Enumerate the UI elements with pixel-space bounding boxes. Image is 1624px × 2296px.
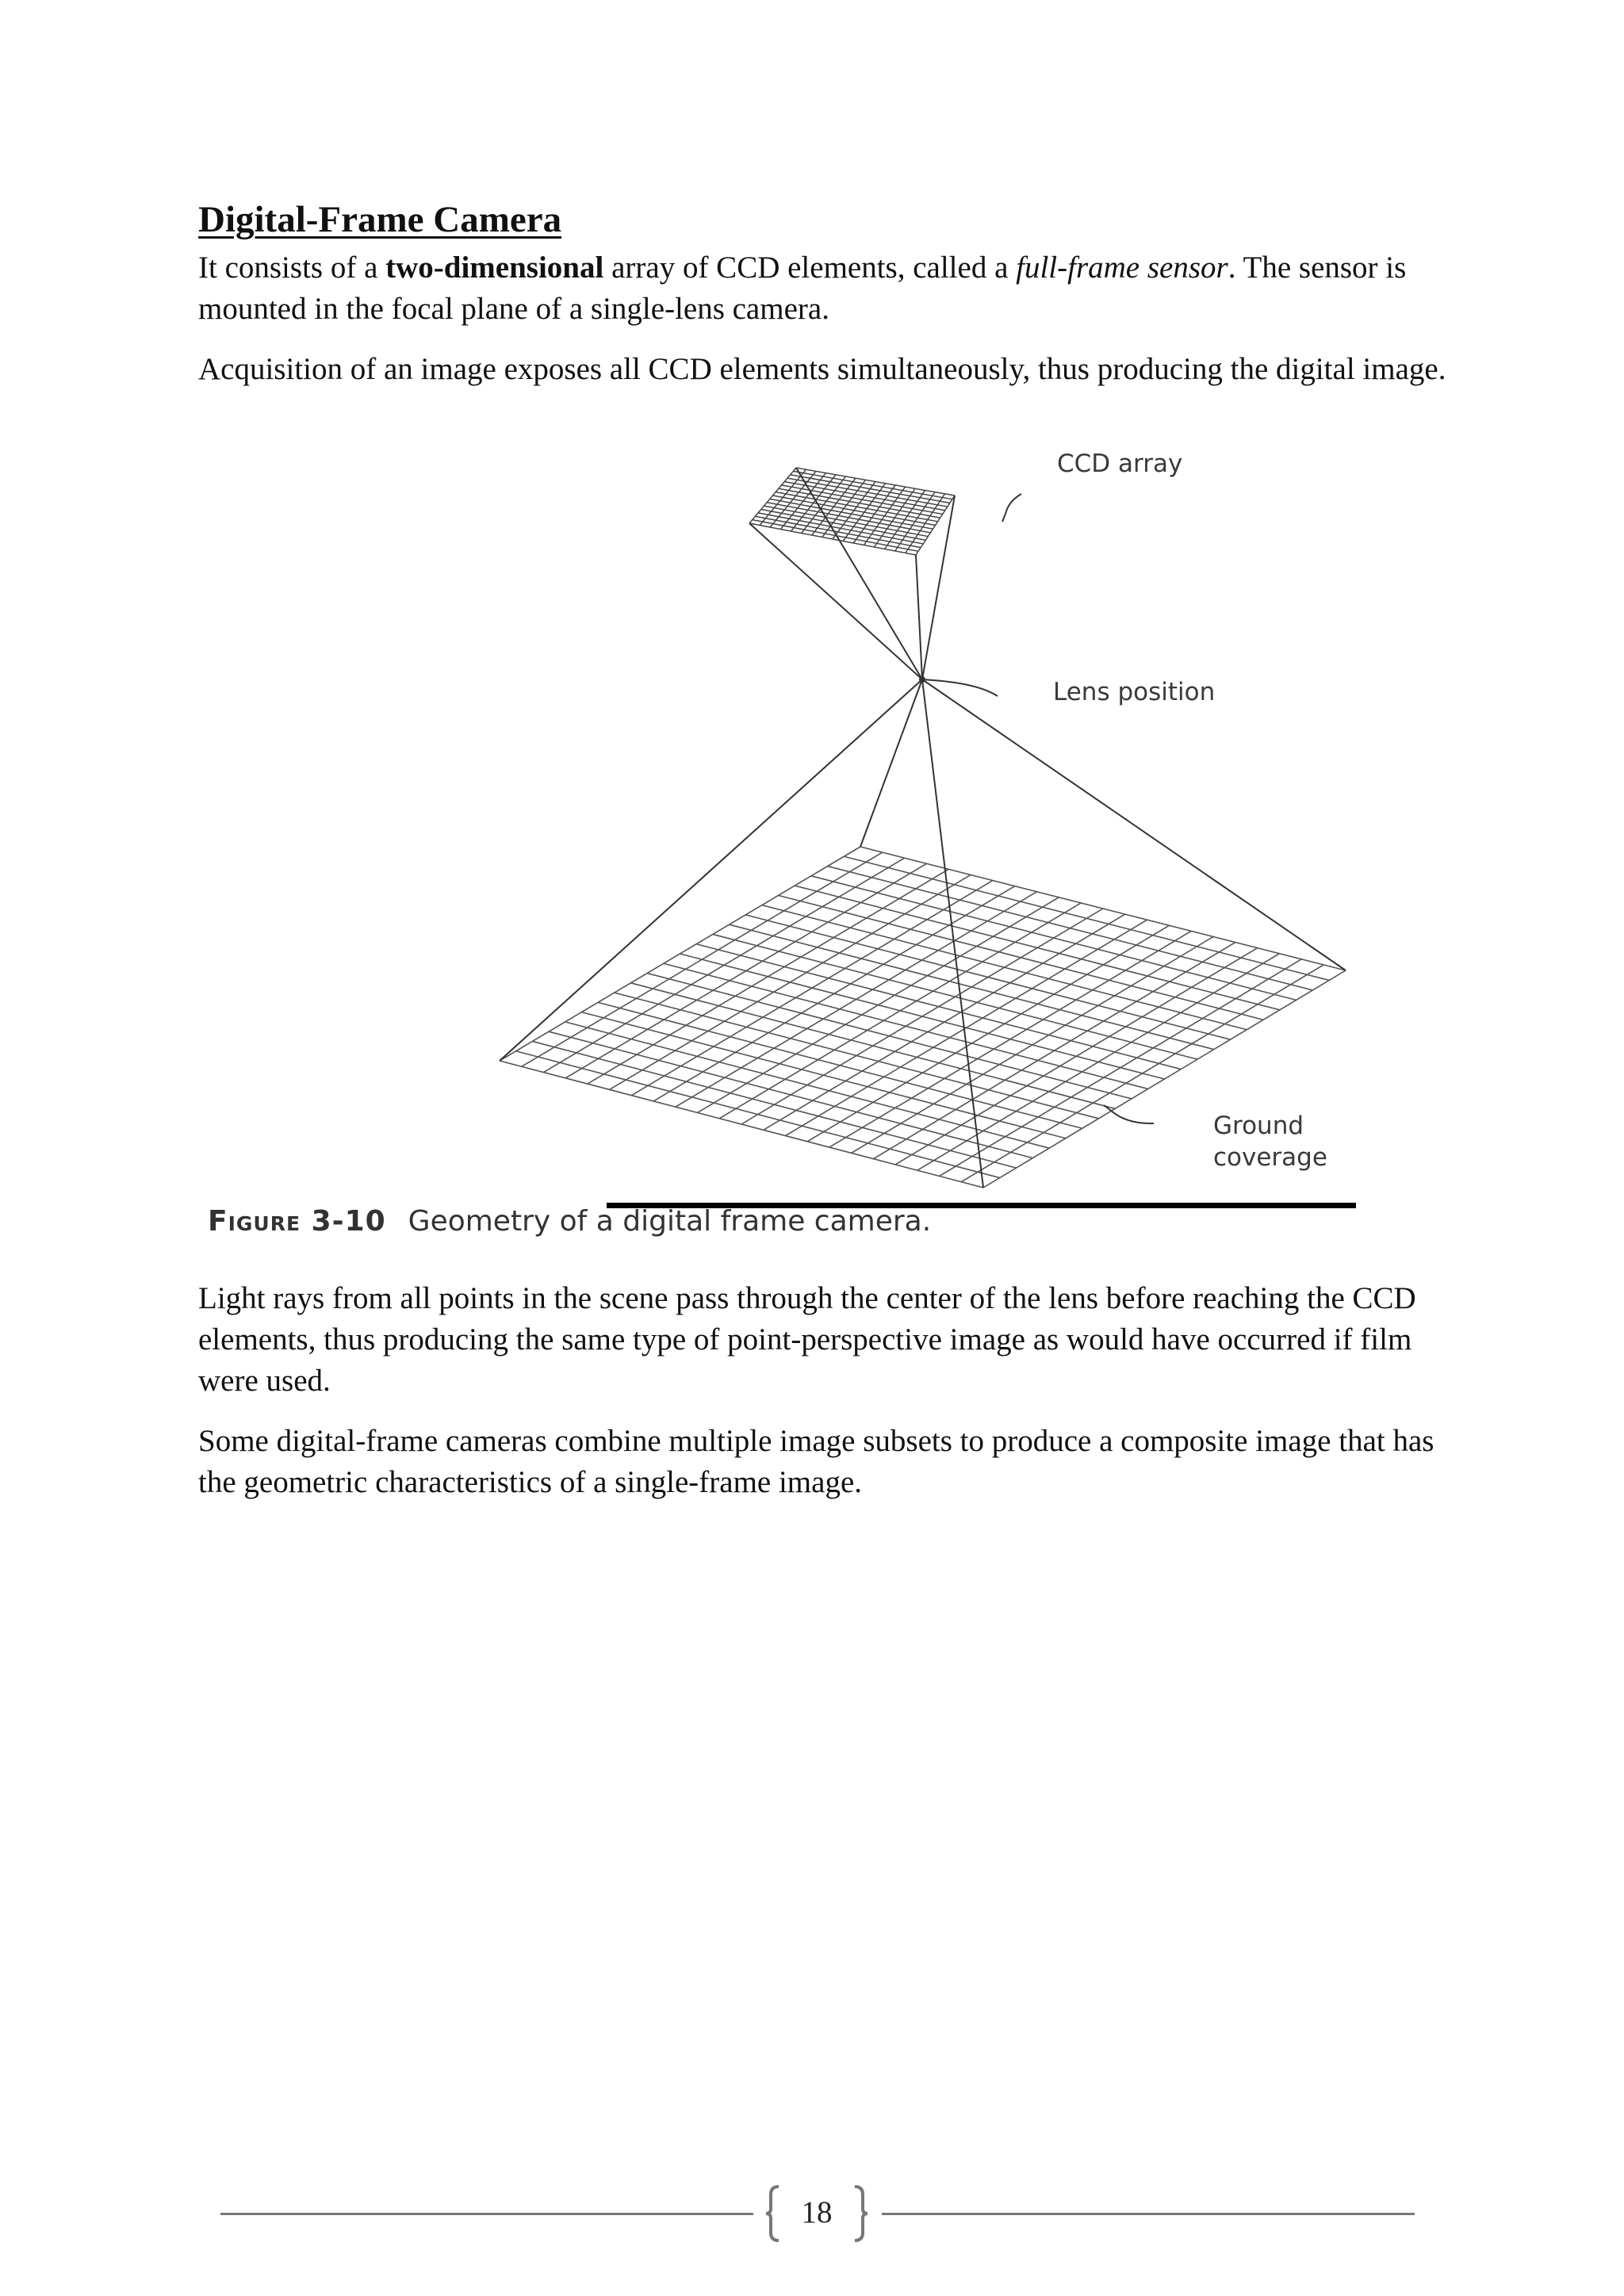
ccd-array-label: CCD array [1057, 450, 1183, 478]
paragraph-intro-text-1: It consists of a [198, 251, 386, 285]
paragraph-light-rays: Light rays from all points in the scene pass through the center of the lens before reaching the CCD elements, thus producing the same type of point-perspective image as would have occurred if film were used. [198, 1281, 1416, 1398]
paragraph-composite: Some digital-frame cameras combine multiple image subsets to produce a composite image that has the geometric characteristics of a single-frame image. [198, 1424, 1434, 1499]
light-ray [860, 679, 922, 847]
figure-number: Figure 3-10 [208, 1205, 386, 1238]
paragraph-intro-bold: two-dimensional [385, 251, 604, 285]
page-number: 18 [801, 2195, 833, 2229]
light-ray [922, 679, 1346, 970]
ground-label: Ground [1213, 1112, 1304, 1140]
light-ray [916, 555, 922, 679]
camera-geometry-figure [476, 444, 1364, 1205]
paragraph-intro-text-3: . The sensor is mounted in the focal plane of a single-lens camera. [198, 251, 1407, 326]
ccd-array-leader-line [1002, 494, 1021, 522]
coverage-label: coverage [1213, 1143, 1327, 1172]
light-ray [922, 496, 955, 679]
paragraph-intro [198, 247, 1451, 330]
page-number-box [761, 2182, 872, 2245]
section-heading: Digital-Frame Camera [198, 199, 562, 240]
paragraph-intro-italic: full-frame sensor [1016, 251, 1228, 285]
footer-rule-right [882, 2213, 1415, 2215]
ccd-array-grid [749, 468, 955, 555]
footer-rule-left [220, 2213, 753, 2215]
paragraph-acquisition: Acquisition of an image exposes all CCD elements simultaneously, thus producing the digital image. [198, 352, 1446, 386]
lens-position-label: Lens position [1053, 678, 1216, 706]
figure-caption-text: Geometry of a digital frame camera. [408, 1205, 932, 1238]
lens-position-leader-line [920, 679, 998, 696]
figure-caption [208, 1205, 931, 1238]
paragraph-intro-text-2: array of CCD elements, called a [603, 251, 1017, 285]
